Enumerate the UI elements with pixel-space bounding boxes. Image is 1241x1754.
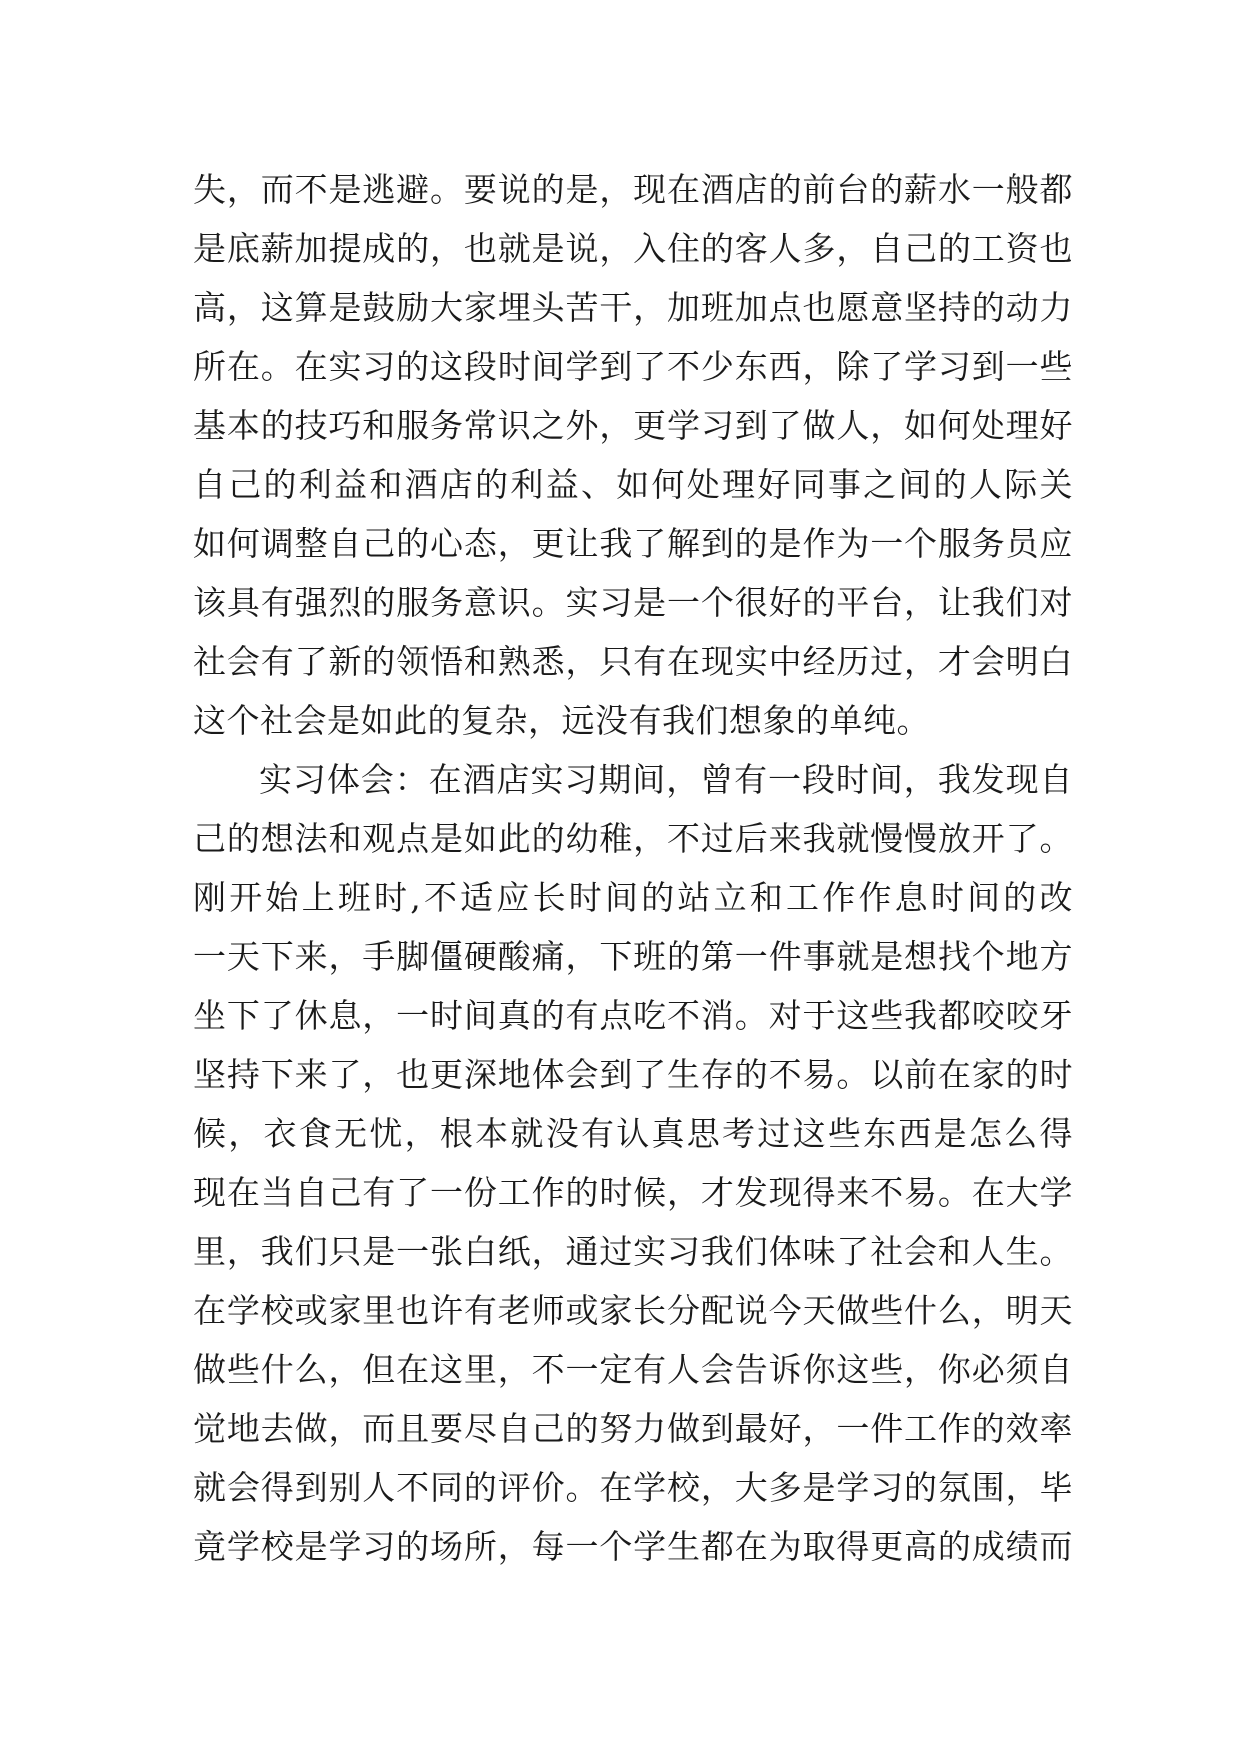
text-line: 觉地去做，而且要尽自己的努力做到最好，一件工作的效率 (193, 1409, 1073, 1448)
paragraph-start-line: 实习体会：在酒店实习期间，曾有一段时间，我发现自 (259, 760, 1073, 799)
text-line: 高，这算是鼓励大家埋头苦干，加班加点也愿意坚持的动力 (193, 288, 1073, 327)
text-line: 该具有强烈的服务意识。实习是一个很好的平台，让我们对 (193, 583, 1073, 622)
text-line: 是底薪加提成的，也就是说，入住的客人多，自己的工资也 (193, 229, 1073, 268)
text-line: 竟学校是学习的场所，每一个学生都在为取得更高的成绩而 (193, 1527, 1073, 1566)
text-line: 候，衣食无忧，根本就没有认真思考过这些东西是怎么得 (193, 1114, 1073, 1153)
text-line: 基本的技巧和服务常识之外，更学习到了做人，如何处理好 (193, 406, 1073, 445)
text-line: 失，而不是逃避。要说的是，现在酒店的前台的薪水一般都 (193, 170, 1073, 209)
body-text (193, 160, 1073, 1576)
text-line: 社会有了新的领悟和熟悉，只有在现实中经历过，才会明白 (193, 642, 1073, 681)
text-line: 里，我们只是一张白纸，通过实习我们体味了社会和人生。 (193, 1232, 1073, 1271)
text-line: 坚持下来了，也更深地体会到了生存的不易。以前在家的时 (193, 1055, 1073, 1094)
text-line: 一天下来，手脚僵硬酸痛，下班的第一件事就是想找个地方 (193, 937, 1073, 976)
text-line: 自己的利益和酒店的利益、如何处理好同事之间的人际关 (193, 465, 1073, 504)
text-line: 这个社会是如此的复杂，远没有我们想象的单纯。 (193, 701, 930, 740)
text-line: 所在。在实习的这段时间学到了不少东西，除了学习到一些 (193, 347, 1073, 386)
text-line: 如何调整自己的心态，更让我了解到的是作为一个服务员应 (193, 524, 1073, 563)
text-line: 就会得到别人不同的评价。在学校，大多是学习的氛围，毕 (193, 1468, 1073, 1507)
text-line: 做些什么，但在这里，不一定有人会告诉你这些，你必须自 (193, 1350, 1073, 1389)
text-line: 坐下了休息，一时间真的有点吃不消。对于这些我都咬咬牙 (193, 996, 1073, 1035)
text-line: 在学校或家里也许有老师或家长分配说今天做些什么，明天 (193, 1291, 1073, 1330)
text-line: 现在当自己有了一份工作的时候，才发现得来不易。在大学 (193, 1173, 1073, 1212)
text-line: 己的想法和观点是如此的幼稚，不过后来我就慢慢放开了。 (193, 819, 1073, 858)
text-line: 刚开始上班时,不适应长时间的站立和工作作息时间的改 (193, 878, 1073, 917)
